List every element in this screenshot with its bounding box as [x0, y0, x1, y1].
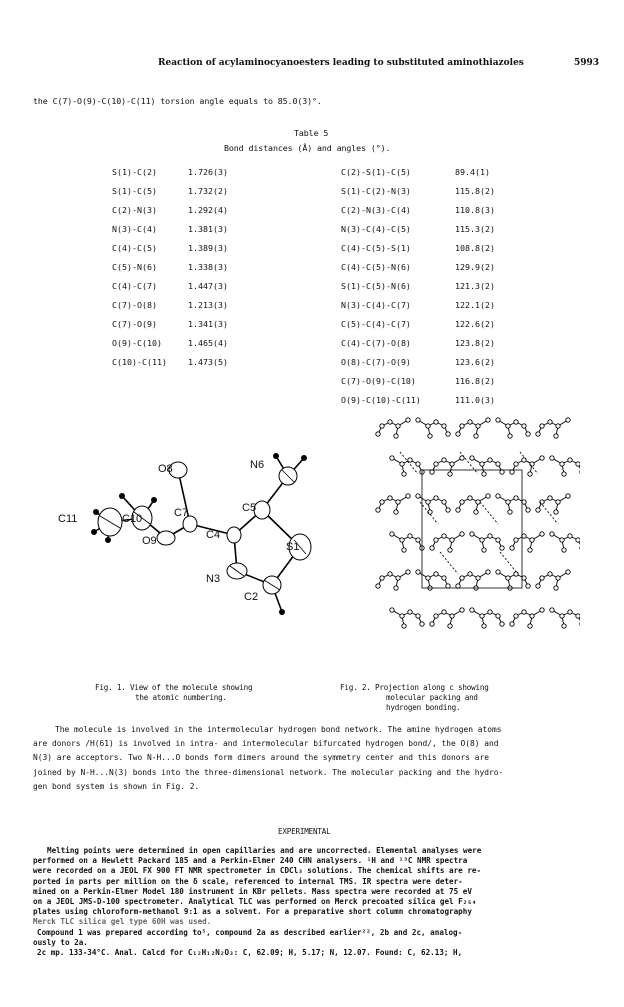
bond-angle-label: O(8)-C(7)-O(9)	[341, 357, 411, 367]
hydrogen-bond	[460, 452, 478, 474]
bond-distance-label: C(2)-N(3)	[112, 205, 157, 215]
bond-angle-label: O(9)-C(10)-C(11)	[341, 395, 421, 405]
experimental-line: Merck TLC silica gel type 60H was used.	[33, 917, 212, 927]
bond-angle-label: C(4)-C(5)-S(1)	[341, 243, 411, 253]
figure-2-caption-line1: Fig. 2. Projection along c showing	[340, 683, 489, 692]
bond-distance-label: C(4)-C(5)	[112, 243, 157, 253]
bond-angle-label: C(5)-C(4)-C(7)	[341, 319, 411, 329]
bond-angle-label: C(4)-C(7)-O(8)	[341, 338, 411, 348]
hydrogen-bond	[480, 502, 498, 524]
atom-label-s1: S1	[286, 541, 300, 553]
atom-label-c4: C4	[206, 529, 221, 541]
bond-angle-value: 121.3(2)	[455, 281, 495, 291]
packing-molecule	[456, 418, 490, 438]
bond-distance-label: C(5)-N(6)	[112, 262, 157, 272]
packing-molecule	[496, 570, 530, 590]
atom-label-o8: O8	[158, 463, 173, 475]
atom-label-c10: C10	[122, 513, 143, 525]
bond-angle-value: 89.4(1)	[455, 167, 490, 177]
packing-molecule	[470, 532, 504, 552]
packing-molecule	[470, 456, 504, 476]
experimental-line: ported in parts per million on the δ scale, referenced to internal TMS. IR spectra were deter-	[33, 876, 463, 886]
atom-label-n3: N3	[206, 573, 221, 585]
bond-distance-value: 1.465(4)	[188, 338, 228, 348]
bond-angle-value: 110.8(3)	[455, 205, 495, 215]
packing-molecule	[496, 418, 530, 438]
atom-label-c11: C11	[58, 513, 78, 525]
experimental-line: Melting points were determined in open capillaries and are uncorrected. Elemental analyses were	[47, 846, 482, 855]
bond-angle-label: C(2)-N(3)-C(4)	[341, 205, 411, 215]
bond-distance-label: O(9)-C(10)	[112, 338, 162, 348]
experimental-line: Compound 1 was prepared according to⁵, compound 2a as described earlier²², 2b and 2c, analog-	[37, 927, 463, 937]
bond-distance-value: 1.292(4)	[188, 205, 228, 215]
figure-1-caption-line2: the atomic numbering.	[135, 693, 227, 702]
experimental-section	[33, 846, 601, 958]
bond-angle-value: 116.8(2)	[455, 376, 495, 386]
packing-molecule	[390, 608, 424, 628]
packing-molecule	[550, 456, 580, 476]
body-line: The molecule is involved in the intermolecular hydrogen bond network. The amine hydrogen atoms	[55, 725, 502, 734]
bond-distance-value: 1.473(5)	[188, 357, 228, 367]
page-number: 5993	[574, 58, 600, 68]
packing-molecule	[536, 418, 570, 438]
packing-molecule	[456, 494, 490, 514]
packing-molecule	[536, 570, 570, 590]
packing-molecule	[536, 494, 570, 514]
hydrogen-bond	[440, 552, 458, 574]
bond-angle-value: 122.1(2)	[455, 300, 495, 310]
experimental-line: mined on a Perkin-Elmer Model 180 instrument in KBr pellets. Mass spectra were recorded at 75 eV	[33, 886, 472, 896]
atom-label-c7: C7	[174, 507, 189, 519]
bond-angles-table	[341, 167, 541, 405]
bond-angle-label: S(1)-C(5)-N(6)	[341, 281, 411, 291]
body-paragraph	[33, 723, 597, 794]
experimental-line: plates using chloroform-methanol 9:1 as a solvent. For a preparative short column chromatography	[33, 907, 472, 917]
bond-distance-label: C(7)-O(9)	[112, 319, 157, 329]
body-line: gen bond system is shown in Fig. 2.	[33, 781, 200, 791]
atom-label-n6: N6	[250, 459, 265, 471]
atom-label-o9: O9	[142, 535, 157, 547]
bond-angle-value: 123.8(2)	[455, 338, 495, 348]
bond-distances-table	[112, 167, 292, 387]
experimental-line: ously to 2a.	[33, 937, 88, 947]
packing-molecule	[470, 608, 504, 628]
experimental-line: 2c mp. 133-34°C. Anal. Calcd for C₁₂H₁₂N₂O₃: C, 62.09; H, 5.17; N, 12.07. Found: C, 62.13; H,	[37, 947, 463, 957]
packing-molecule	[390, 456, 424, 476]
packing-molecule	[390, 532, 424, 552]
intro-line: the C(7)-O(9)-C(10)-C(11) torsion angle equals to 85.0(3)°.	[33, 96, 322, 106]
bond-angle-value: 108.8(2)	[455, 243, 495, 253]
bond-angle-label: N(3)-C(4)-C(5)	[341, 224, 411, 234]
body-line: N(3) are acceptors. Two N-H...O bonds form dimers around the symmetry center and this donors are	[33, 753, 490, 763]
figure-2-caption-line2: molecular packing and	[386, 693, 478, 702]
body-line: are donors /H(61) is involved in intra- and intermolecular bifurcated hydrogen bond/, the O(8) and	[33, 739, 499, 749]
unit-cell	[422, 470, 522, 588]
packing-molecule	[416, 494, 450, 514]
figure-2-packing	[370, 412, 580, 657]
bond-angle-label: C(7)-O(9)-C(10)	[341, 376, 416, 386]
atom-label-c2: C2	[244, 591, 259, 603]
experimental-line: performed on a Hewlett Packard 185 and a Perkin-Elmer 240 CHN analysers. ¹H and ¹³C NMR spectra	[33, 856, 468, 866]
bond-angle-value: 111.0(3)	[455, 395, 495, 405]
experimental-line: on a JEOL JMS-D-100 spectrometer. Analytical TLC was performed on Merck precoated silica gel F₂₅₄	[33, 896, 477, 906]
packing-molecule	[430, 532, 464, 552]
packing-molecule	[376, 494, 410, 514]
bond-angle-label: N(3)-C(4)-C(7)	[341, 300, 411, 310]
packing-molecule	[430, 608, 464, 628]
table-title: Bond distances (Å) and angles (°).	[224, 143, 391, 153]
bond-distance-value: 1.213(3)	[188, 300, 228, 310]
packing-molecule	[416, 418, 450, 438]
packing-molecule	[416, 570, 450, 590]
bond-angle-value: 115.3(2)	[455, 224, 495, 234]
packing-molecule	[550, 532, 580, 552]
bond-angle-label: S(1)-C(2)-N(3)	[341, 186, 411, 196]
body-line: joined by N-H...N(3) bonds into the three-dimensional network. The molecular packing and the hydro-	[33, 767, 504, 777]
bond-distance-label: S(1)-C(5)	[112, 186, 157, 196]
bond-distance-label: S(1)-C(2)	[112, 167, 157, 177]
bond-distance-label: C(4)-C(7)	[112, 281, 157, 291]
packing-molecule	[510, 608, 544, 628]
bond-distance-value: 1.381(3)	[188, 224, 228, 234]
bond-distance-value: 1.726(3)	[188, 167, 228, 177]
table-caption: Table 5	[294, 128, 329, 138]
bond-angle-value: 129.9(2)	[455, 262, 495, 272]
packing-molecule	[376, 570, 410, 590]
running-title: Reaction of acylaminocyanoesters leading to substituted aminothiazoles	[158, 58, 524, 68]
figure-1-caption-line1: Fig. 1. View of the molecule showing	[95, 683, 253, 692]
experimental-heading: EXPERIMENTAL	[278, 827, 331, 836]
bond-angle-value: 123.6(2)	[455, 357, 495, 367]
bond-distance-value: 1.389(3)	[188, 243, 228, 253]
packing-molecule	[456, 570, 490, 590]
figure-1-molecule	[50, 440, 340, 620]
experimental-line: were recorded on a JEOL FX 900 FT NMR spectrometer in CDCl₃ solutions. The chemical shifts are re-	[33, 866, 482, 876]
bond-distance-value: 1.341(3)	[188, 319, 228, 329]
bond-distance-label: C(10)-C(11)	[112, 357, 167, 367]
packing-molecule	[376, 418, 410, 438]
packing-molecule	[430, 456, 464, 476]
packing-molecule	[550, 608, 580, 628]
bond-distance-value: 1.732(2)	[188, 186, 228, 196]
bond-distance-label: N(3)-C(4)	[112, 224, 157, 234]
bond-distance-value: 1.338(3)	[188, 262, 228, 272]
bond-angle-label: C(2)-S(1)-C(5)	[341, 167, 411, 177]
bond-distance-label: C(7)-O(8)	[112, 300, 157, 310]
bond-angle-value: 115.8(2)	[455, 186, 495, 196]
bond-angle-label: C(4)-C(5)-N(6)	[341, 262, 411, 272]
packing-molecule	[510, 532, 544, 552]
packing-molecule	[510, 456, 544, 476]
bond-distance-value: 1.447(3)	[188, 281, 228, 291]
hydrogen-bond	[500, 552, 518, 574]
figure-2-caption-line3: hydrogen bonding.	[386, 703, 461, 712]
atom-label-c5: C5	[242, 502, 257, 514]
bond-angle-value: 122.6(2)	[455, 319, 495, 329]
packing-molecule	[496, 494, 530, 514]
